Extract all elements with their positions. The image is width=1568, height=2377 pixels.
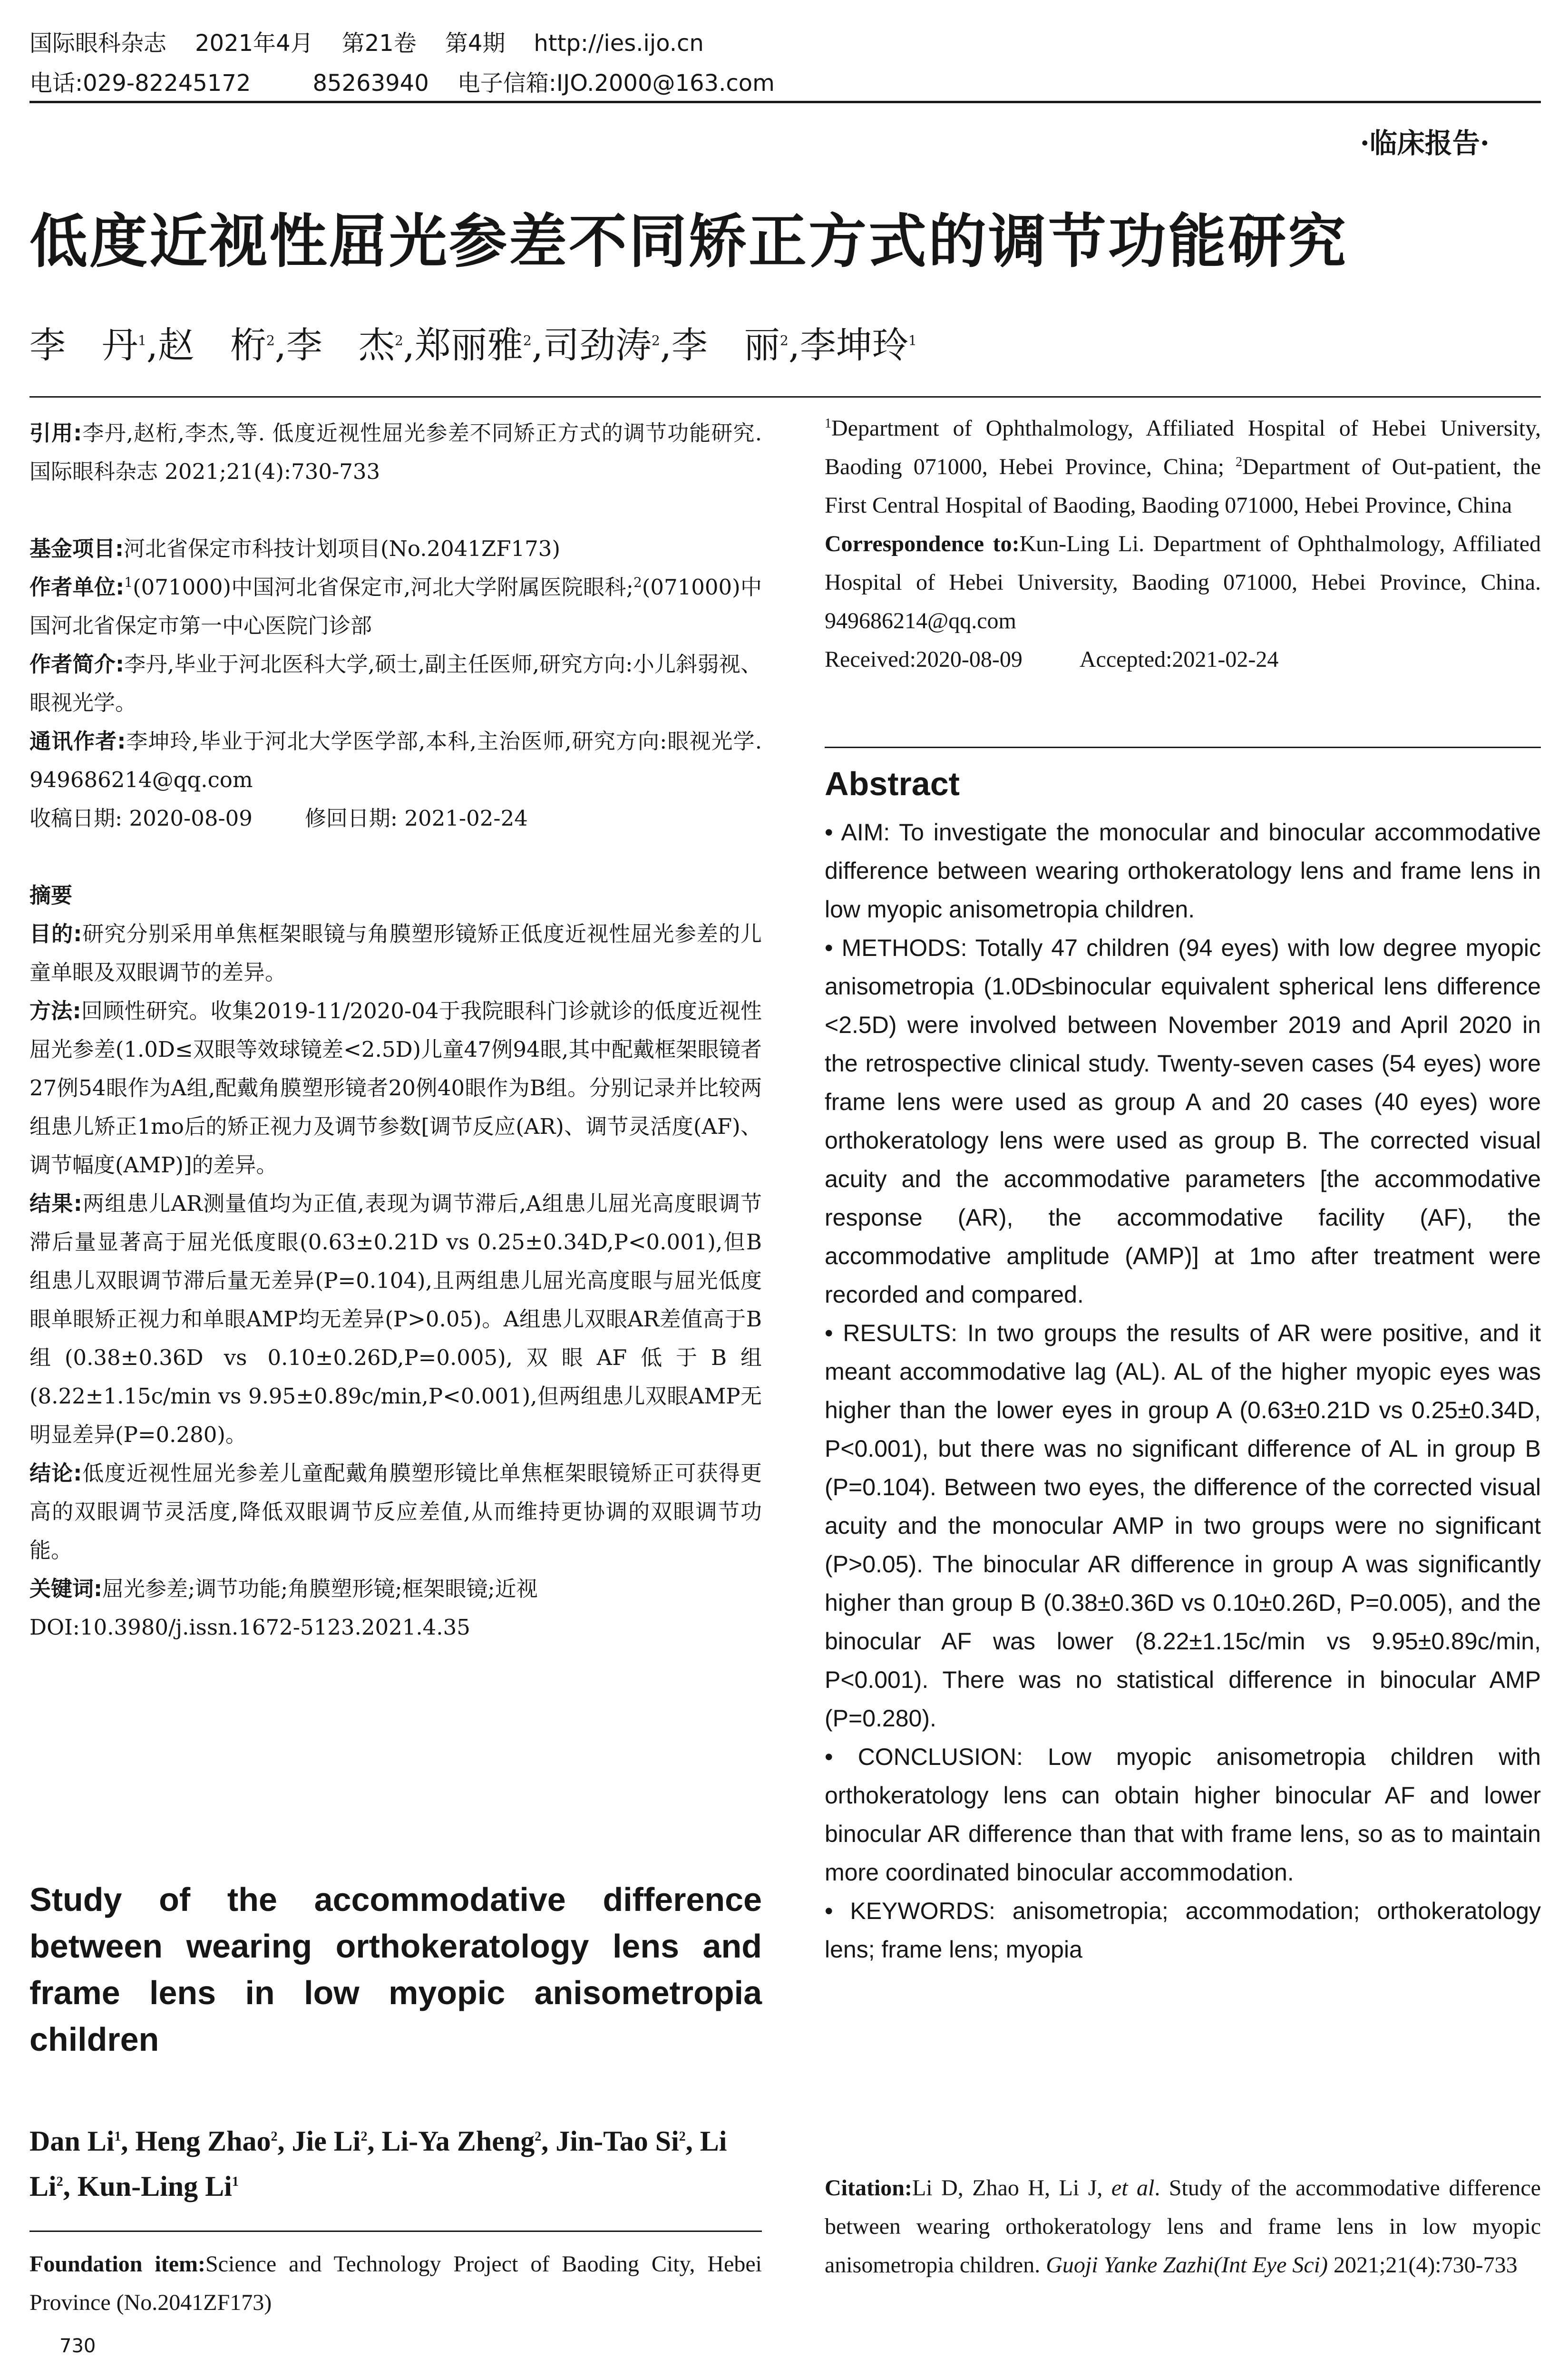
methods-cn: 方法:回顾性研究。收集2019-11/2020-04于我院眼科门诊就诊的低度近视性屈光参差(1.0D≤双眼等效球镜差<2.5D)儿童47例94眼,其中配戴框架眼镜者27例54眼作为A组,配戴角膜塑形镜者20例40眼作为B组。分别记录并比较两组患儿矫正1mo后的矫正视力及调节参数[调节反应(AR)、调节灵活度(AF)、调节幅度(AMP)]的差异。	[29, 998, 762, 1178]
author-cn-2: 李 杰$^2$	[286, 324, 403, 366]
left-column	[29, 414, 762, 1646]
header-rule	[29, 101, 1541, 103]
author-cn-4: 司劲涛$^2$	[543, 324, 660, 366]
right-affiliations: $^1$Department of Ophthalmology, Affiliated Hospital of Hebei University, Baoding 071000, Hebei Province, China; $^2$Department of Out-patient, the First Central Hospital of Baoding, Baoding 071000, Hebei Province, China Correspondence to:Kun-Ling Li. Department of Ophthalmology, Affiliated Hospital of Hebei University, Baoding 071000, Hebei Province, China. 949686214@qq.com Received:2020-08-09 Accepted:2021-02-24	[825, 416, 1541, 672]
journal-name: 国际眼科杂志	[29, 30, 167, 57]
author-cn-5: 李 丽$^2$	[672, 324, 789, 366]
abstract-rule	[825, 747, 1541, 748]
author-en-4: Jin-Tao Si$^2$	[555, 2125, 686, 2157]
authors-en: Dan Li$^1$, Heng Zhao$^2$, Jie Li$^2$, Li-Ya Zheng$^2$, Jin-Tao Si$^2$, Li Li$^2$, Kun-Ling Li$^1$	[29, 2125, 727, 2202]
author-cn-6: 李坤玲$^1$	[800, 324, 917, 366]
author-cn-1: 赵 桁$^2$	[158, 324, 275, 366]
conclusion-cn: 结论:低度近视性屈光参差儿童配戴角膜塑形镜比单焦框架眼镜矫正可获得更高的双眼调节灵活度,降低双眼调节反应差值,从而维持更协调的双眼调节功能。	[29, 1461, 762, 1563]
phone-2: 85263940	[312, 70, 429, 97]
title-cn: 低度近视性屈光参差不同矫正方式的调节功能研究	[29, 208, 1348, 275]
author-en-3: Li-Ya Zheng$^2$	[381, 2125, 542, 2157]
results-cn: 结果:两组患儿AR测量值均为正值,表现为调节滞后,A组患儿屈光高度眼调节滞后量显著高于屈光低度眼(0.63±0.21D vs 0.25±0.34D,P<0.001),但B组患儿双眼调节滞后量无差异(P=0.104),且两组患儿屈光高度眼与屈光低度眼单眼矫正视力和单眼AMP均无差异(P>0.05)。A组患儿双眼AR差值高于B组(0.38±0.36D vs 0.10±0.26D,P=0.005),双眼AF低于B组(8.22±1.15c/min vs 9.95±0.89c/min,P<0.001),但两组患儿双眼AMP无明显差异(P=0.280)。	[29, 1191, 762, 1447]
email[interactable]: 电子信箱:IJO.2000@163.com	[457, 70, 775, 97]
author-en-6: Kun-Ling Li$^1$	[77, 2171, 239, 2202]
journal-header-line2	[29, 65, 803, 97]
citation-en: Citation:Li D, Zhao H, Li J, et al. Study of the accommodative difference between wearing orthokeratology lens and frame lens in low myopic anisometropia children. Guoji Yanke Zazhi(Int Eye Sci) 2021;21(4):730-733	[825, 2175, 1541, 2278]
title-en: Study of the accommodative difference between wearing orthokeratology lens and frame lens in low myopic anisometropia children	[29, 1881, 762, 2058]
abstract-label-cn: 摘要	[29, 883, 73, 908]
bio-cn: 作者简介:李丹,毕业于河北医科大学,硕士,副主任医师,研究方向:小儿斜弱视、眼视光学。	[29, 652, 762, 715]
citation-cn: 引用:李丹,赵桁,李杰,等. 低度近视性屈光参差不同矫正方式的调节功能研究. 国际眼科杂志 2021;21(4):730-733	[29, 420, 762, 484]
abstract-en	[825, 813, 1541, 1969]
author-en-0: Dan Li$^1$	[29, 2125, 121, 2157]
author-cn-0: 李 丹$^1$	[29, 324, 146, 366]
section-tag: ·临床报告·	[1360, 127, 1490, 159]
dates-cn: 收稿日期: 2020-08-09 修回日期: 2021-02-24	[29, 806, 528, 831]
authors-rule	[29, 396, 1541, 398]
unit-cn: 作者单位:$^1$(071000)中国河北省保定市,河北大学附属医院眼科;$^2$(071000)中国河北省保定市第一中心医院门诊部	[29, 575, 762, 638]
issue-number: 第4期	[445, 30, 506, 57]
volume: 第21卷	[341, 30, 417, 57]
doi[interactable]: DOI:10.3980/j.issn.1672-5123.2021.4.35	[29, 1615, 470, 1640]
authors-cn: 李 丹$^1$,赵 桁$^2$,李 杰$^2$,郑丽雅$^2$,司劲涛$^2$,李 丽$^2$,李坤玲$^1$	[29, 324, 917, 366]
keywords-en: • KEYWORDS: anisometropia; accommodation; orthokeratology lens; frame lens; myopia	[825, 1898, 1541, 1963]
author-cn-3: 郑丽雅$^2$	[415, 324, 532, 366]
aim-cn: 目的:研究分别采用单焦框架眼镜与角膜塑形镜矫正低度近视性屈光参差的儿童单眼及双眼调节的差异。	[29, 921, 762, 985]
methods-en: • METHODS: Totally 47 children (94 eyes) with low degree myopic anisometropia (1.0D≤binocular equivalent spherical lens difference <2.5D) were involved between November 2019 and April 2020 in the retrospective clinical study. Twenty-seven cases (54 eyes) wore frame lens were used as group A and 20 cases (40 eyes) wore orthokeratology lens were used as group B. The corrected visual acuity and the accommodative parameters [the accommodative response (AR), the accommodative facility (AF), the accommodative amplitude (AMP)] at 1mo after treatment were recorded and compared.	[825, 935, 1541, 1308]
journal-url[interactable]: http://ies.ijo.cn	[534, 30, 704, 57]
foundation-rule	[29, 2231, 762, 2232]
results-en: • RESULTS: In two groups the results of AR were positive, and it meant accommodative lag (AL). AL of the higher myopic eyes was higher than the lower eyes in group A (0.63±0.21D vs 0.25±0.34D, P<0.001), but there was no significant difference of AL in group B (P=0.104). Between two eyes, the difference of the corrected visual acuity and the monocular AMP in two groups were no significant (P>0.05). The binocular AR difference in group A was significantly higher than group B (0.38±0.36D vs 0.10±0.26D, P=0.005), and the binocular AF was lower (8.22±1.15c/min vs 9.95±0.89c/min, P<0.001). There was no statistical difference in binocular AMP (P=0.280).	[825, 1320, 1541, 1732]
page-number: 730	[59, 2335, 96, 2357]
abstract-title: Abstract	[825, 765, 960, 802]
author-en-2: Jie Li$^2$	[292, 2125, 368, 2157]
fund-cn: 基金项目:河北省保定市科技计划项目(No.2041ZF173)	[29, 536, 560, 561]
foundation-item: Foundation item:Science and Technology Project of Baoding City, Hebei Province (No.2041ZF173)	[29, 2251, 762, 2315]
phone: 电话:029-82245172	[29, 70, 251, 97]
corr-cn: 通讯作者:李坤玲,毕业于河北大学医学部,本科,主治医师,研究方向:眼视光学. 949686214@qq.com	[29, 729, 762, 792]
issue-date: 2021年4月	[195, 30, 313, 57]
author-en-1: Heng Zhao$^2$	[135, 2125, 278, 2157]
author-en-5: Li Li$^2$	[29, 2125, 727, 2202]
aim-en: • AIM: To investigate the monocular and binocular accommodative difference between wearing orthokeratology lens and frame lens in low myopic anisometropia children.	[825, 819, 1541, 923]
keywords-cn: 关键词:屈光参差;调节功能;角膜塑形镜;框架眼镜;近视	[29, 1576, 538, 1601]
journal-header-line1	[29, 25, 732, 58]
conclusion-en: • CONCLUSION: Low myopic anisometropia children with orthokeratology lens can obtain higher binocular AF and lower binocular AR difference than that with frame lens, so as to maintain more coordinated binocular accommodation.	[825, 1744, 1541, 1886]
